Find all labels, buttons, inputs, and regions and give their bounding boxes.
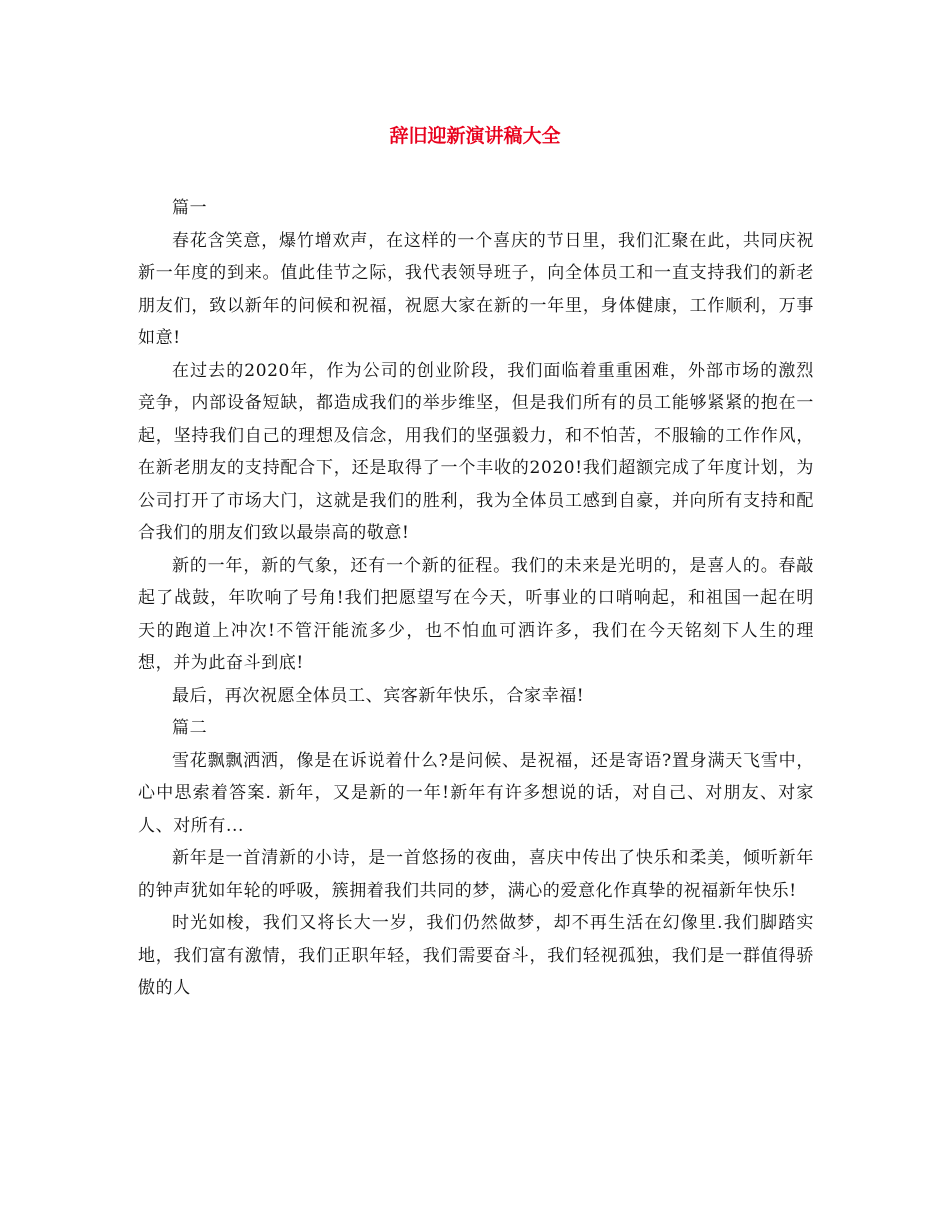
paragraph: 新年是一首清新的小诗，是一首悠扬的夜曲，喜庆中传出了快乐和柔美，倾听新年的钟声犹如年轮的呼吸，簇拥着我们共同的梦，满心的爱意化作真挚的祝福新年快乐! xyxy=(138,848,814,901)
paragraph: 最后，再次祝愿全体员工、宾客新年快乐，合家幸福! xyxy=(172,685,585,706)
paragraph: 在过去的2020年，作为公司的创业阶段，我们面临着重重困难，外部市场的激烈竞争，内部设备短缺，都造成我们的举步维坚，但是我们所有的员工能够紧紧的抱在一起，坚持我们自己的理想及信念，用我们的坚强毅力，和不怕苦，不服输的工作作风，在新老朋友的支持配合下，还是取得了一个丰收的2020!我们超额完成了年度计划，为公司打开了市场大门，这就是我们的胜利，我为全体员工感到自豪，并向所有支持和配合我们的朋友们致以最崇高的敬意! xyxy=(138,360,814,543)
paragraph: 时光如梭，我们又将长大一岁，我们仍然做梦，却不再生活在幻像里.我们脚踏实地，我们富有激情，我们正职年轻，我们需要奋斗，我们轻视孤独，我们是一群值得骄傲的人 xyxy=(138,913,814,998)
paragraph: 新的一年，新的气象，还有一个新的征程。我们的未来是光明的，是喜人的。春敲起了战鼓，年吹响了号角!我们把愿望写在今天，听事业的口哨响起，和祖国一起在明天的跑道上冲次!不管汗能流多少，也不怕血可洒许多，我们在今天铭刻下人生的理想，并为此奋斗到底! xyxy=(138,555,814,673)
document-body xyxy=(138,192,814,1005)
paragraph: 雪花飘飘洒洒，像是在诉说着什么?是问候、是祝福，还是寄语?置身满天飞雪中，心中思索着答案. 新年，又是新的一年!新年有许多想说的话，对自己、对朋友、对家人、对所有... xyxy=(138,750,814,836)
paragraph: 春花含笑意，爆竹增欢声，在这样的一个喜庆的节日里，我们汇聚在此，共同庆祝新一年度的到来。值此佳节之际，我代表领导班子，向全体员工和一直支持我们的新老朋友们，致以新年的问候和祝福，祝愿大家在新的一年里，身体健康，工作顺利，万事如意! xyxy=(138,230,814,348)
section-heading-2: 篇二 xyxy=(172,718,208,738)
section-heading-1: 篇一 xyxy=(172,198,208,218)
document-title: 辞旧迎新演讲稿大全 xyxy=(389,125,561,147)
